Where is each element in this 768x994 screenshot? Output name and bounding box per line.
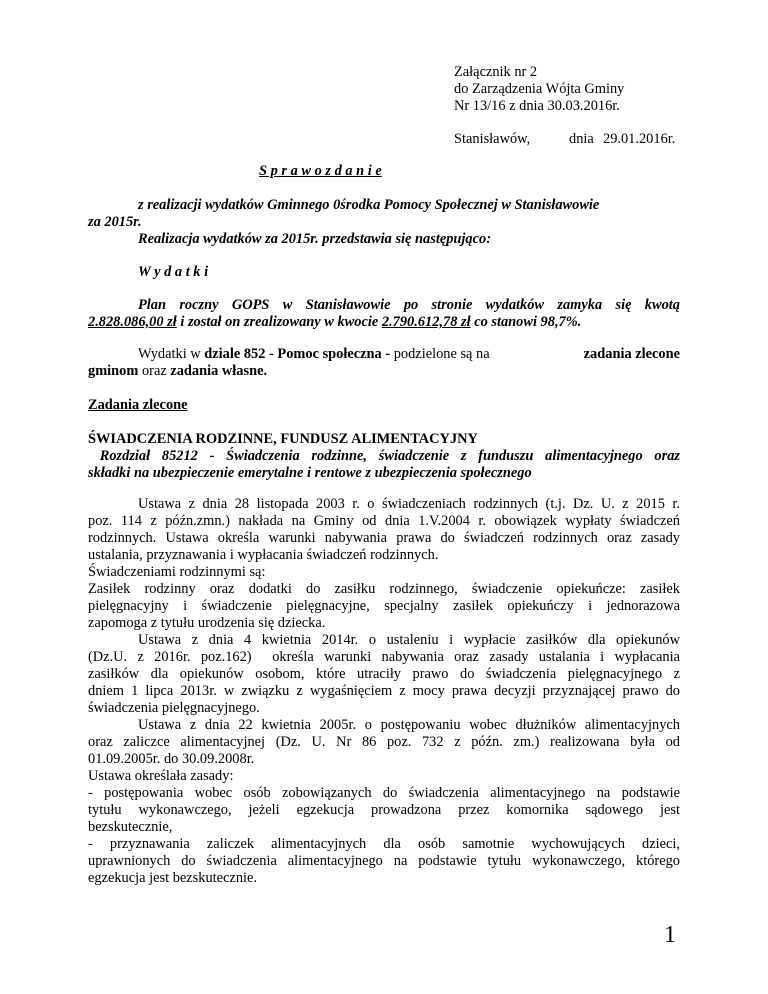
intro-line-1: z realizacji wydatków Gminnego 0środka Pomocy Społecznej w Stanisławowie	[138, 197, 600, 213]
body-line: poz. 114 z późn.zmn.) nakłada na Gminy od dnia 1.V.2004 r. obowiązek wypłaty świadczeń	[88, 513, 680, 529]
wydatki-heading: W y d a t k i	[138, 264, 209, 280]
page-number: 1	[664, 922, 676, 948]
body-line: Ustawa z dnia 28 listopada 2003 r. o świadczeniach rodzinnych (t.j. Dz. U. z 2015 r.	[138, 496, 680, 512]
plan-amount-1: 2.828.086,00 zł	[88, 314, 177, 330]
body-line: - postępowania wobec osób zobowiązanych do świadczenia alimentacyjnego na podstawie	[88, 785, 680, 801]
plan-amount-2: 2.790.612,78 zł	[381, 314, 471, 330]
body-line: dniem 1 lipca 2013r. w związku z wygaśnięciem z mocy prawa decyzji przyznającej prawo do	[88, 683, 680, 699]
body-line: Ustawa z dnia 4 kwietnia 2014r. o ustaleniu i wypłacie zasiłków dla opiekunów	[138, 632, 680, 648]
place-date-line	[454, 131, 678, 148]
report-title: S p r a w o z d a n i e	[259, 163, 382, 179]
header-block	[454, 64, 624, 115]
section-title: ŚWIADCZENIA RODZINNE, FUNDUSZ ALIMENTACYJNY	[88, 431, 478, 447]
dzial-paragraph	[88, 346, 680, 380]
plan-end: co stanowi 98,7%.	[470, 314, 582, 330]
body-line: Ustawa określała zasady:	[88, 768, 234, 784]
dzial-zadania-zlecone: zadania zlecone	[583, 346, 680, 362]
rozdzial-line-2: składki na ubezpieczenie emerytalne i rentowe z ubezpieczenia społecznego	[88, 465, 532, 481]
header-line-3: Nr 13/16 z dnia 30.03.2016r.	[454, 98, 620, 114]
body-line: - przyznawania zaliczek alimentacyjnych dla osób samotnie wychowujących dzieci,	[88, 836, 680, 852]
body-line: tytułu wykonawczego, jeżeli egzekucja prowadzona przez komornika sądowego jest	[88, 802, 680, 818]
body-line: uprawnionych do świadczenia alimentacyjnego na podstawie tytułu wykonawczego, którego	[88, 853, 680, 869]
body-line: pielęgnacyjny i świadczenie pielęgnacyjne, specjalny zasiłek opiekuńczy i jednorazowa	[88, 598, 680, 614]
dzial-t6: oraz	[138, 363, 171, 379]
plan-line-1: Plan roczny GOPS w Stanisławowie po stronie wydatków zamyka się kwotą	[138, 297, 680, 313]
body-line: (Dz.U. z 2016r. poz.162) określa warunki nabywania oraz zasady ustalania i wypłacania	[88, 649, 680, 665]
dzial-name: dziale 852 - Pomoc społeczna -	[204, 346, 391, 362]
intro-line-2: za 2015r.	[88, 214, 142, 230]
body-line: Zasiłek rodzinny oraz dodatki do zasiłku rodzinnego, świadczenie opiekuńcze: zasiłek	[88, 581, 680, 597]
dzial-t3: podzielone są na	[390, 346, 494, 362]
body-line: 01.09.2005r. do 30.09.2008r.	[88, 751, 255, 767]
body-text	[88, 496, 680, 887]
rozdzial-line-1: Rozdział 85212 - Świadczenia rodzinne, świadczenie z funduszu alimentacyjnego oraz	[88, 448, 680, 464]
rozdzial-block	[88, 448, 680, 482]
body-line: świadczenia pielęgnacyjnego.	[88, 700, 260, 716]
body-line: ustalania, przyznawania i wypłacania świadczeń rodzinnych.	[88, 547, 439, 563]
date-word: dnia	[569, 131, 594, 147]
plan-mid: i został on zrealizowany w kwocie	[176, 314, 382, 330]
body-line: rodzinnych. Ustawa określa warunki nabywania prawa do świadczeń rodzinnych oraz zasady	[88, 530, 680, 546]
body-line: zapomoga z tytułu urodzenia się dziecka.	[88, 615, 326, 631]
body-line: zasiłków dla opiekunów osobom, które utraciły prawo do świadczenia pielęgnacyjnego z	[88, 666, 680, 682]
plan-paragraph	[88, 297, 680, 331]
dzial-zadania-wlasne: zadania własne.	[170, 363, 268, 379]
body-line: Świadczeniami rodzinnymi są:	[88, 564, 266, 580]
header-line-1: Załącznik nr 2	[454, 64, 538, 80]
document-date: 29.01.2016r.	[603, 131, 676, 147]
intro-line-3: Realizacja wydatków za 2015r. przedstawia się następująco:	[138, 231, 491, 247]
place-name: Stanisławów,	[454, 131, 531, 147]
body-line: Ustawa z dnia 22 kwietnia 2005r. o postępowaniu wobec dłużników alimentacyjnych	[138, 717, 680, 733]
header-line-2: do Zarządzenia Wójta Gminy	[454, 81, 625, 97]
body-line: bezskutecznie,	[88, 819, 173, 835]
body-line: oraz zaliczce alimentacyjnej (Dz. U. Nr 86 poz. 732 z późn. zm.) realizowana była od	[88, 734, 680, 750]
body-line: egzekucja jest bezskutecznie.	[88, 870, 257, 886]
zadania-zlecone-heading: Zadania zlecone	[88, 397, 188, 413]
dzial-gminom: gminom	[88, 363, 139, 379]
dzial-t1: Wydatki w	[138, 346, 205, 362]
